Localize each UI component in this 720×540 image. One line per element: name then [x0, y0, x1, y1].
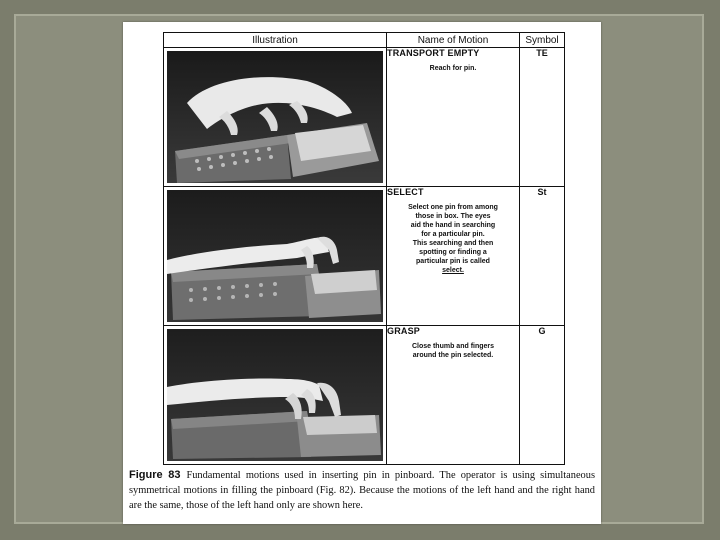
motion-name-cell — [387, 326, 520, 465]
description-line: around the pin selected. — [412, 352, 494, 359]
header-illustration: Illustration — [164, 33, 387, 48]
motion-name-cell — [387, 187, 520, 326]
header-symbol: Symbol — [520, 33, 565, 48]
motion-name: GRASP — [387, 326, 421, 336]
document-page — [123, 22, 601, 524]
description-line: aid the hand in searching — [410, 222, 496, 229]
motion-table — [163, 32, 565, 465]
description-line: Select one pin from among — [408, 204, 498, 211]
photo-transport-empty — [167, 51, 383, 183]
figure-caption — [129, 468, 595, 513]
photo-grasp — [167, 329, 383, 461]
description-line: those in box. The eyes — [415, 213, 491, 220]
table-header-row — [164, 33, 565, 48]
motion-name-cell — [387, 48, 520, 187]
description-line: for a particular pin. — [421, 231, 485, 238]
description-line: particular pin is called — [416, 258, 490, 265]
motion-symbol: TE — [520, 48, 565, 187]
table-row — [164, 187, 565, 326]
figure-label: Figure 83 — [129, 469, 181, 481]
motion-symbol: St — [520, 187, 565, 326]
table-row — [164, 326, 565, 465]
illustration-cell — [164, 48, 387, 187]
motion-description — [387, 64, 519, 73]
description-line: Close thumb and fingers — [411, 343, 495, 350]
header-name-of-motion: Name of Motion — [387, 33, 520, 48]
motion-symbol: G — [520, 326, 565, 465]
illustration-cell — [164, 187, 387, 326]
motion-description — [387, 203, 519, 275]
description-line: Reach for pin. — [429, 65, 477, 72]
table-row — [164, 48, 565, 187]
photo-select — [167, 190, 383, 322]
illustration-cell — [164, 326, 387, 465]
caption-text: Fundamental motions used in inserting pin in pinboard. The operator is using simultaneous symmetrical motions in filling the pinboard (Fig. 82). Because the motions of the left hand and the right hand are the same, those of the left hand only are shown here. — [129, 470, 595, 511]
motion-name: SELECT — [387, 187, 424, 197]
description-line: select. — [442, 267, 464, 274]
description-line: spotting or finding a — [419, 249, 487, 256]
motion-name: TRANSPORT EMPTY — [387, 48, 480, 58]
motion-description — [387, 342, 519, 360]
description-line: This searching and then — [412, 240, 494, 247]
